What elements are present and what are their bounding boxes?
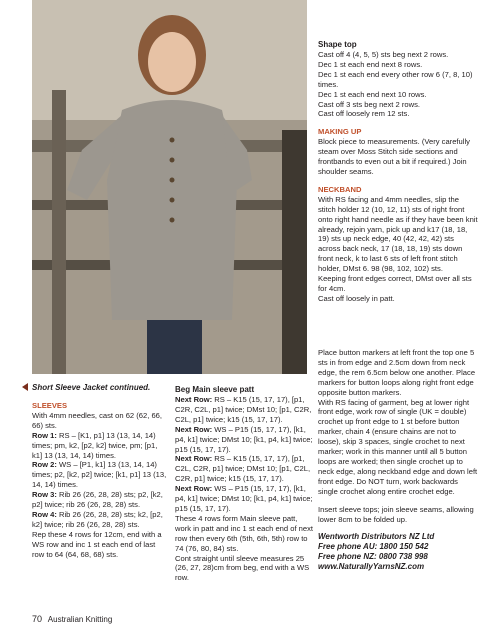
sleeves-column	[32, 385, 168, 560]
right-column-top	[318, 40, 478, 304]
sleeves-line: Rep these 4 rows for 12cm, end with a WS row and inc 1 st each end of last row to 64 (64, 68, 68) sts.	[32, 529, 162, 559]
sleeves-line: Row 1: RS – [K1, p1] 13 (13, 14, 14) times; pm, k2, [p2, k2] twice, pm; [p1, k1] 13 (13, 14, 14) times.	[32, 430, 158, 460]
distributor-name: Wentworth Distributors NZ Ltd	[318, 532, 435, 542]
main-sleeve-line: Next Row: RS – K15 (15, 17, 17), [p1, C2L, C2R, p1] twice; DMst 10; [p1, C2L, C2R, p1] twice; k15 (15, 17, 17).	[175, 454, 311, 484]
page-footer	[32, 614, 112, 624]
sleeves-line: Row 2: WS – [P1, k1] 13 (13, 14, 14) times; p2, [k2, p2] twice; [k1, p1] 13 (13, 14, 14) times.	[32, 460, 167, 490]
shape-top-heading: Shape top	[318, 40, 357, 49]
sleeves-heading: SLEEVES	[32, 401, 68, 410]
sleeves-line: Row 4: Rib 26 (26, 28, 28) sts; k2, [p2, k2] twice; rib 26 (26, 28, 28) sts.	[32, 509, 163, 529]
right-column-bottom	[318, 348, 478, 572]
neckband-heading: NECKBAND	[318, 184, 362, 194]
photo-illustration	[32, 0, 307, 374]
page-number: 70	[32, 614, 43, 624]
main-sleeve-line: Next Row: RS – K15 (15, 17, 17), [p1, C2R, C2L, p1] twice; DMst 10; [p1, C2R, C2L, p1] twice; k15 (15, 17, 17).	[175, 395, 312, 424]
main-sleeve-line: These 4 rows form Main sleeve patt, work in patt and inc 1 st each end of next row then every 6th (5th, 6th, 5th) row to 74 (76, 80, 84) sts.	[175, 513, 314, 553]
phone-au: Free phone AU: 1800 150 542	[318, 542, 429, 552]
neckband-text: With RS facing and 4mm needles, slip the stitch holder 12 (10, 12, 11) sts of right front onto right hand needle as if they have been knit already, rejoin yarn, pick up and k17 (18, 18, 19) sts up neck edge, 40 (42, 42, 42) sts across back neck, 17 (18, 18, 19) sts down front neck, k to last 6 sts of left front stitch holder, DMst 6. 98 (98, 102, 102) sts. Keeping front edges correct, DMst over all sts for 4cm. Cast off loosely in patt.	[318, 194, 478, 303]
left-arrow-icon	[22, 383, 28, 391]
phone-nz: Free phone NZ: 0800 738 998	[318, 552, 428, 562]
main-sleeve-line: Cont straight until sleeve measures 25 (26, 27, 28)cm from beg, end with a WS row.	[175, 553, 310, 583]
main-sleeve-column	[175, 385, 315, 583]
buttons-text: Place button markers at left front the top one 5 sts in from edge and 2.5cm down from neck edge, the rem 6.5cm below one another. Place markers for button loops along right front edge opposite button markers. With RS facing of garment, beg at lower right front edge, work row of single (UK = double) crochet up front edge to 1 st before button marker, chain 4 (ensure chains are not to loose), skip 3 spaces, single crochet to next marker; work in this manner until all 5 button loops are worked; then single crochet up to neck edge, along neckband edge and down left front edge. Do NOT turn, work backwards single crochet along entire crochet edge.	[318, 348, 478, 496]
website-link[interactable]: www.NaturallyYarnsNZ.com	[318, 562, 425, 572]
sleeves-line: Row 3: Rib 26 (26, 28, 28) sts; p2, [k2, p2] twice; rib 26 (26, 28, 28) sts.	[32, 490, 163, 510]
shape-top-text: Cast off 4 (4, 5, 5) sts beg next 2 rows. Dec 1 st each end next 8 rows. Dec 1 st each end every other row 6 (7, 8, 10) times. Dec 1 st each end next 10 rows. Cast off 3 sts beg next 2 rows. Cast off loosely rem 12 sts.	[318, 50, 473, 119]
main-sleeve-line: Next Row: WS – P15 (15, 17, 17), [k1, p4, k1] twice; DMst 10; [k1, p4, k1] twice; p15 (15, 17, 17).	[175, 424, 313, 454]
insert-text: Insert sleeve tops; join sleeve seams, allowing lower 8cm to be folded up.	[318, 504, 474, 524]
making-up-heading: MAKING UP	[318, 127, 362, 137]
main-sleeve-heading: Beg Main sleeve patt	[175, 385, 255, 394]
sleeves-line: With 4mm needles, cast on 62 (62, 66, 66) sts.	[32, 410, 163, 430]
main-sleeve-line: Next Row: WS – P15 (15, 17, 17), [k1, p4, k1] twice; DMst 10; [k1, p4, k1] twice; p15 (15, 17, 17).	[175, 484, 313, 513]
continued-text: Short Sleeve Jacket continued.	[32, 383, 151, 392]
magazine-title: Australian Knitting	[47, 615, 113, 624]
making-up-text: Block piece to measurements. (Very carefully steam over Moss Stitch side sections and frontbands to even out a bit if required.) Join shoulder seams.	[318, 137, 470, 176]
model-photo	[32, 0, 307, 374]
